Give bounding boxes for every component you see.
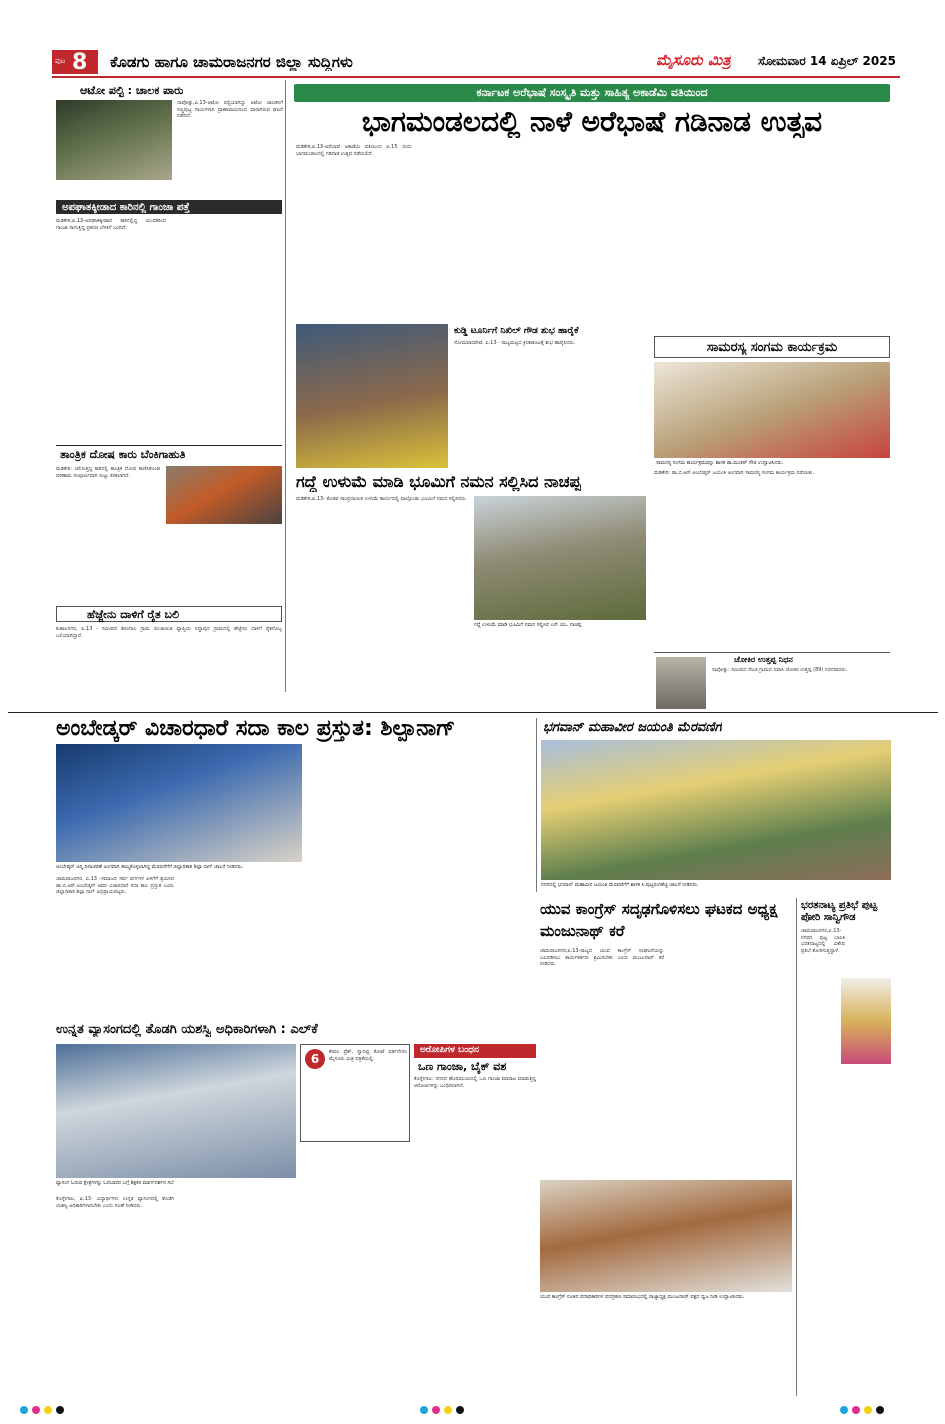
education-body-col3: [300, 1146, 410, 1394]
obituary-title: ಚೋಕಿರ ಉತ್ತಪ್ಪ ನಿಧನ: [734, 655, 793, 664]
story3-title: ತಾಂತ್ರಿಕ ದೋಷ ಕಾರು ಬೆಂಕಿಗಾಹುತಿ: [60, 448, 186, 461]
arrest-title: ಅರೋಪಿಗಳ ಬಂಧನ: [420, 1045, 479, 1055]
youth-congress-photo: [540, 1180, 792, 1292]
story2-body: ಮಡಿಕೇರಿ,ಏ.13-ಅಪಘಾತಕ್ಕೀಡಾದ ಕಾರಿನಲ್ಲಿದ್ದ ಯುವಕರಿಂದ ಗಾಂಜಾ ಸಾಗುತ್ತಿದ್ದ ಪ್ರಕರಣ ಬೆಳಕಿಗೆ ಬಂದಿದೆ.: [56, 218, 166, 231]
banner-text: ಕರ್ನಾಟಕ ಅರೆಭಾಷೆ ಸಂಸ್ಕೃತಿ ಮತ್ತು ಸಾಹಿತ್ಯ ಅಕಾಡೆಮಿ ವತಿಯಿಂದ: [476, 86, 708, 99]
paper-name: ಮೈಸೂರು ಮಿತ್ರ: [656, 51, 731, 69]
paddy-caption: ಗದ್ದೆ ಉಳುಮೆ ಮಾಡಿ ಭೂಮಿಗೆ ನಮನ ಸಲ್ಲಿಸಿದ ಎನ್.ಯು. ನಾಚಪ್ಪ: [474, 622, 582, 628]
youth-congress-caption: ಯುವ ಕಾಂಗ್ರೆಸ್ ನೂತನ ಪದಾಧಿಕಾರಿಗಳ ಪದಗ್ರಹಣ ಸಮಾರಂಭದಲ್ಲಿ ರಾಜ್ಯಾಧ್ಯಕ್ಷ ಮಂಜುನಾಥ್ ಪಕ್ಷದ ಧ್ವಜ ನೀಡಿ ಉದ್ಘಾಟಿಸಿದರು.: [540, 1294, 745, 1300]
registration-dot: [852, 1406, 860, 1414]
print-registration-dots-center: [420, 1406, 510, 1416]
masthead: [52, 48, 900, 78]
ambedkar-body-col3: [300, 876, 410, 1010]
harmony-caption: ಸಾಮರಸ್ಯ ಸಂಗಮ ಕಾರ್ಯಕ್ರಮವನ್ನು ಶಾಸಕ ಡಾ.ಮಂತರ್ ಗೌಡ ಉದ್ಘಾಟಿಸಿದರು.: [656, 460, 784, 466]
registration-dot: [432, 1406, 440, 1414]
mahaveera-caption: ನಗರದಲ್ಲಿ ಭಗವಾನ್ ಮಹಾವೀರ ಜಯಂತಿ ಮೆರವಣಿಗೆಗೆ ಶಾಸಕ ಸಿ.ಪುಟ್ಟರಂಗಶೆಟ್ಟಿ ಚಾಲನೆ ನೀಡಿದರು.: [541, 882, 699, 888]
main-body-col2: [416, 144, 532, 320]
dance-story: [796, 898, 892, 1396]
section-title: ಕೊಡಗು ಹಾಗೂ ಚಾಮರಾಜನಗರ ಜಿಲ್ಲಾ ಸುದ್ದಿಗಳು: [110, 53, 353, 71]
harmony-photo: [654, 362, 890, 458]
story1-title: ಆಟೋ ಪಲ್ಟಿ : ಚಾಲಕ ಪಾರು: [80, 84, 184, 97]
ambedkar-body-col4: [414, 876, 532, 1010]
print-registration-dots-right: [840, 1406, 930, 1416]
registration-dot: [20, 1406, 28, 1414]
story4-title-box: [56, 606, 282, 622]
registration-dot: [420, 1406, 428, 1414]
story2-body-col2: [171, 218, 281, 438]
registration-dot: [444, 1406, 452, 1414]
car-fire-photo: [166, 466, 282, 524]
registration-dot: [44, 1406, 52, 1414]
left-column: [52, 80, 286, 692]
ad-number: 6: [310, 1052, 320, 1066]
mahaveera-photo: [541, 740, 891, 880]
education-body: ಕೊಳ್ಳೇಗಾಲ, ಏ.13- ವಿದ್ಯಾರ್ಥಿಗಳು ಉನ್ನತ ವ್ಯಾಸಂಗದಲ್ಲಿ ತೊಡಗಿ ಯಶಸ್ವಿ ಅಧಿಕಾರಿಗಳಾಗಬೇಕು ಎಂದು ಸಲಹೆ ನೀಡಿದರು.: [56, 1196, 174, 1209]
arrest-story: [414, 1044, 536, 1394]
obituary: [654, 652, 890, 710]
main-headline: ಭಾಗಮಂಡಲದಲ್ಲಿ ನಾಳೆ ಅರೆಭಾಷೆ ಗಡಿನಾಡ ಉತ್ಸವ: [361, 106, 823, 138]
obituary-photo: [656, 657, 706, 709]
harmony-body: ಮಡಿಕೇರಿ: ಡಾ.ಬಿ.ಆರ್.ಅಂಬೇಡ್ಕರ್ ಜಯಂತಿ ಅಂಗವಾಗಿ ಸಾಮರಸ್ಯ ಸಂಗಮ ಕಾರ್ಯಕ್ರಮ ನಡೆಯಿತು.: [654, 470, 814, 476]
main-body-col3: [536, 144, 652, 320]
ad-number-badge: [305, 1049, 325, 1069]
dance-photo: [841, 978, 891, 1064]
registration-dot: [32, 1406, 40, 1414]
education-body-col2: [178, 1196, 296, 1394]
advertisement: [300, 1044, 410, 1142]
arrest-subtitle: ಒಣ ಗಾಂಜಾ, ಬೈಕ್ ವಶ: [418, 1060, 507, 1073]
paddy-body: ಮಡಿಕೇರಿ,ಏ.13- ಕೊಡವ ಸಾಂಪ್ರದಾಯಿಕ ಉಳುಮೆ ಕಾರ್ಯದಲ್ಲಿ ಪಾಲ್ಗೊಂಡು ಭೂಮಿಗೆ ನಮನ ಸಲ್ಲಿಸಿದರು.: [296, 496, 467, 502]
ambedkar-caption: ಅಂಬೇಡ್ಕರ್ ಜನ್ಮ ದಿನಾಚರಣೆ ಅಂಗವಾಗಿ ಹಮ್ಮಿಕೊಳ್ಳಲಾಗಿದ್ದ ಮೆರವಣಿಗೆಗೆ ಜಿಲ್ಲಾಧಿಕಾರಿ ಶಿಲ್ಪಾ ನಾಗ್ ಚಾಲನೆ ನೀಡಿದರು.: [56, 864, 244, 870]
felicitation-photo: [296, 324, 448, 468]
harmony-title-box: [654, 336, 890, 358]
education-photo: [56, 1044, 296, 1178]
education-headline: ಉನ್ನತ ವ್ಯಾಸಂಗದಲ್ಲಿ ತೊಡಗಿ ಯಶಸ್ವಿ ಅಧಿಕಾರಿಗಳಾಗಿ : ಎಲ್‌ಕೆ: [56, 1022, 318, 1037]
story4-body: ಕುಶಾಲನಗರ, ಏ.13 - ಸಮೀಪದ ಶಿರಂಗಾಲ ಗ್ರಾಮ ಪಂಚಾಯಿತಿ ವ್ಯಾಪ್ತಿಯ ಸಿದ್ದಾಪುರ ಗ್ರಾಮದಲ್ಲಿ ಹೆಜ್ಜೇನು ದಾಳಿಗೆ ರೈತನೊಬ್ಬ ಬಲಿಯಾಗಿದ್ದಾನೆ.: [56, 626, 282, 639]
dance-body: ಚಾಮರಾಜನಗರ,ಏ.13-ನಗರದ ಪುಟ್ಟ ಬಾಲಕಿ ಭರತನಾಟ್ಯದಲ್ಲಿ ವಿಶೇಷ ಪ್ರತಿಭೆ ತೋರಿಸುತ್ತಿದ್ದಾಳೆ.: [801, 928, 845, 954]
registration-dot: [864, 1406, 872, 1414]
story1-body: ನಾಪೋಕ್ಲು,ಏ.13-ಆಟೋ ಪಲ್ಟಿಯಾಗಿದ್ದು ಆಟೋ ಚಾಲಕನಿಗೆ ಸಣ್ಣಪುಟ್ಟ ಗಾಯಗಳಾಗಿ ಪ್ರಾಣಾಪಾಯದಿಂದ ಪಾರಾಗಿರುವ ಘಟನೆ ನಡೆದಿದೆ.: [177, 100, 283, 119]
banner: [294, 84, 890, 102]
auto-accident-photo: [56, 100, 172, 180]
page-number-badge: [52, 50, 98, 74]
section-divider: [8, 712, 938, 713]
paddy-title: ಗದ್ದೆ ಉಳುಮೆ ಮಾಡಿ ಭೂಮಿಗೆ ನಮನ ಸಲ್ಲಿಸಿದ ನಾಚಪ್ಪ: [296, 472, 582, 491]
main-body-col4: [656, 144, 772, 320]
story2-title: ಅಪಘಾತಕ್ಕೀಡಾದ ಕಾರಿನಲ್ಲಿ ಗಾಂಜಾ ಪತ್ತೆ: [62, 202, 190, 213]
page-label: ಪುಟ: [55, 57, 66, 65]
ambedkar-body-right: [306, 744, 532, 862]
felicitation-body: ಸೋಮವಾರಪೇಟೆ, ಏ.13 - ರಾಜ್ಯಮಟ್ಟದ ಕ್ರೀಡಾಕೂಟಕ್ಕೆ ಶುಭ ಹಾರೈಸಿದರು.: [454, 340, 576, 346]
registration-dot: [56, 1406, 64, 1414]
story3-body-cont: [56, 528, 282, 602]
paddy-body-col2: [474, 632, 646, 692]
obituary-body: ನಾಪೋಕ್ಲು: ಸಮೀಪದ ನೆಲಜಿ ಗ್ರಾಮದ ನಿವಾಸಿ ಚೋಕಿರ ಉತ್ತಪ್ಪ (89) ನಿಧನರಾದರು.: [712, 667, 848, 673]
registration-dot: [876, 1406, 884, 1414]
ambedkar-body-col2: [178, 876, 296, 1010]
ad-body: ಕೇವಲ ಫ್ರೆಶ್, ಸ್ವಾದಿಷ್ಟ ಕೋಟೆ ವರ್ತನೆಗಳು ಮೈಸೂರು ಮಿತ್ರ ಪತ್ರಿಕೆಯಲ್ಲಿ.: [329, 1049, 407, 1062]
paddy-photo: [474, 496, 646, 620]
felicitation-title: ಕುಡ್ಡಿ ಟೂರ್ನಿಗೆ ನಿಖಿಲ್ ಗೌಡ ಶುಭ ಹಾರೈಕೆ: [454, 326, 579, 336]
youth-congress-body: ಚಾಮರಾಜನಗರ,ಏ.13-ರಾಜ್ಯದ ಯುವ ಕಾಂಗ್ರೆಸ್ ಸಂಘಟನೆಯನ್ನು ಬಲಪಡಿಸಲು ಕಾರ್ಯಕರ್ತರು ಶ್ರಮಿಸಬೇಕು ಎಂದು ಮಂಜುನಾಥ್ ಕರೆ ನೀಡಿದರು.: [540, 948, 664, 967]
youth-congress-body-col2: [668, 948, 792, 1174]
issue-date: ಸೋಮವಾರ 14 ಏಪ್ರಿಲ್ 2025: [758, 54, 896, 68]
main-body-col5: [776, 144, 888, 320]
arrest-title-bar: [414, 1044, 536, 1058]
harmony-title: ಸಾಮರಸ್ಯ ಸಂಗಮ ಕಾರ್ಯಕ್ರಮ: [706, 340, 838, 355]
dance-title: ಭರತನಾಟ್ಯ ಪ್ರತಿಭೆ ಪುಟ್ಟ ಪೋರಿ ಸಾನ್ವಿಗೌಡ: [801, 900, 878, 923]
story3-body: ಮಡಿಕೇರಿ: ಚಲಿಸುತ್ತಿದ್ದ ಕಾರಿನಲ್ಲಿ ತಾಂತ್ರಿಕ ದೋಷ ಕಾಣಿಸಿಕೊಂಡ ಪರಿಣಾಮ ಸಂಪೂರ್ಣವಾಗಿ ಸುಟ್ಟು ಕರಕಲಾಗಿದೆ.: [56, 466, 160, 479]
ambedkar-body: ಚಾಮರಾಜನಗರ, ಏ.13 -ಸಮಾಜದ ಸರ್ವ ವರ್ಗಗಳ ಏಳಿಗೆಗೆ ಶ್ರಮಿಸಿದ ಡಾ.ಬಿ.ಆರ್.ಅಂಬೇಡ್ಕರ್ ಅವರ ವಿಚಾರಧಾರೆ ಸದಾ ಕಾಲ ಪ್ರಸ್ತುತ ಎಂದು ಜಿಲ್ಲಾಧಿಕಾರಿ ಶಿಲ್ಪಾ ನಾಗ್ ಅಭಿಪ್ರಾಯಪಟ್ಟರು.: [56, 876, 174, 895]
page-number: 8: [72, 50, 88, 75]
main-body: ಮಡಿಕೇರಿ,ಏ.13-ಅರೆಭಾಷೆ ಅಕಾಡೆಮಿ ವತಿಯಿಂದ ಏ.15 ರಂದು ಭಾಗಮಂಡಲದಲ್ಲಿ ಗಡಿನಾಡ ಉತ್ಸವ ನಡೆಯಲಿದೆ.: [296, 144, 412, 157]
arrest-body: ಕೊಳ್ಳೇಗಾಲ: ನಗರದ ಹೊರವಲಯದಲ್ಲಿ ಒಣ ಗಾಂಜಾ ಮಾರಾಟ ಮಾಡುತ್ತಿದ್ದ ಆರೋಪಿಗಳನ್ನು ಬಂಧಿಸಲಾಗಿದೆ.: [414, 1076, 536, 1089]
print-registration-dots-left: [20, 1406, 110, 1416]
story4-title: ಹೆಜ್ಜೇನು ದಾಳಿಗೆ ರೈತ ಬಲಿ: [87, 608, 179, 621]
registration-dot: [840, 1406, 848, 1414]
education-caption: ವ್ಯಾಸಂಗ ಓದುವ ಕ್ಷೇತ್ರಗಳನ್ನು ಓದಬಾರದ ಬಗ್ಗೆ ಶಿಕ್ಷಕರ ಮಾರ್ಗದರ್ಶನ ಸಭೆ: [56, 1180, 174, 1186]
ambedkar-headline: ಅಂಬೇಡ್ಕರ್ ವಿಚಾರಧಾರೆ ಸದಾ ಕಾಲ ಪ್ರಸ್ತುತ: ಶಿಲ್ಪಾನಾಗ್: [56, 716, 456, 741]
mahaveera-story: [536, 718, 892, 892]
mahaveera-headline: ಭಗವಾನ್ ಮಹಾವೀರ ಜಯಂತಿ ಮೆರವಣಿಗೆ: [543, 720, 723, 735]
registration-dot: [456, 1406, 464, 1414]
youth-congress-headline: ಯುವ ಕಾಂಗ್ರೆಸ್ ಸದೃಢಗೊಳಿಸಲು ಘಟಕದ ಅಧ್ಯಕ್ಷ ಮಂಜುನಾಥ್ ಕರೆ: [540, 900, 778, 940]
dance-body-cont: [801, 1082, 891, 1292]
ambedkar-photo: [56, 744, 302, 862]
story2-title-bar: [56, 200, 282, 214]
